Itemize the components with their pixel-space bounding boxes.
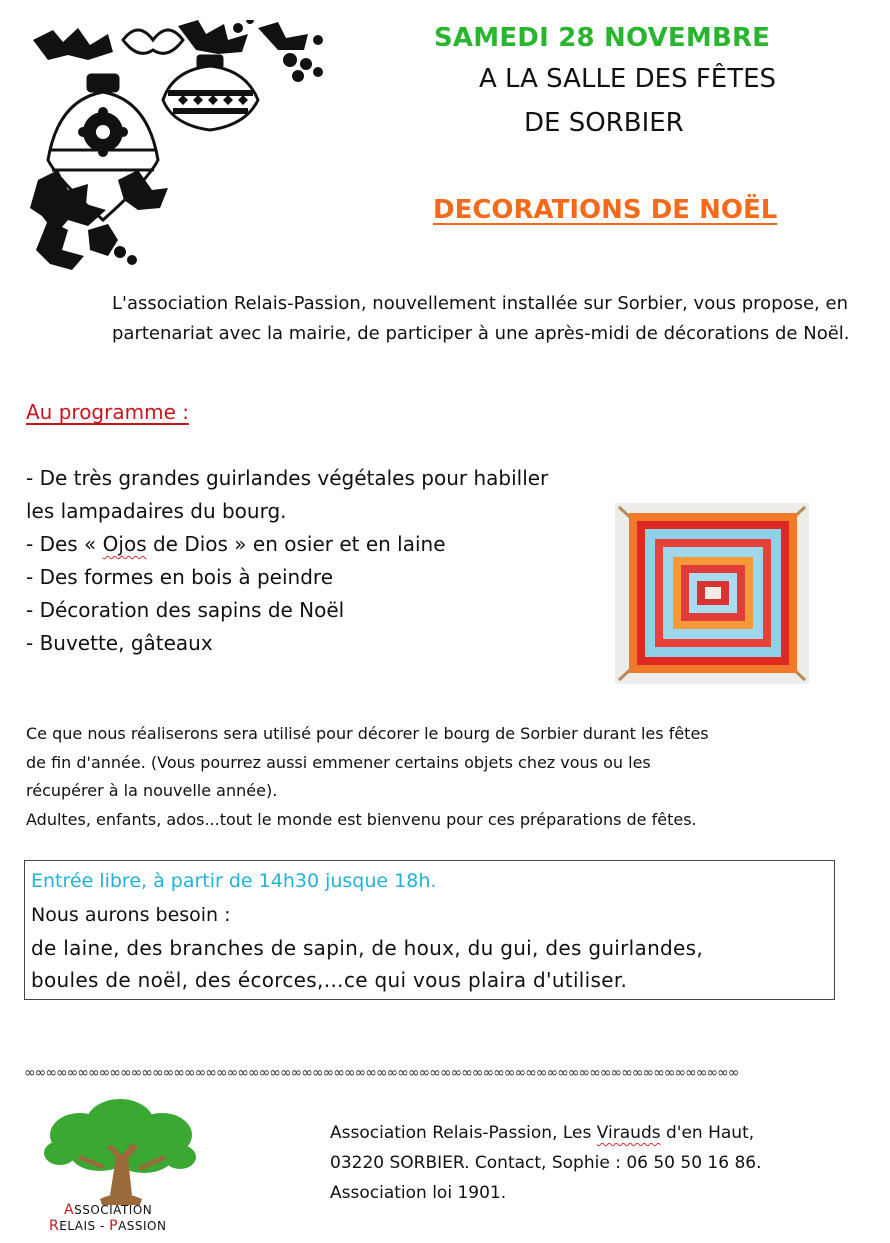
list-item: - Décoration des sapins de Noël xyxy=(26,598,345,622)
intro-paragraph: L'association Relais-Passion, nouvellement installée sur Sorbier, vous propose, en partenariat avec la mairie, de participer à une après-midi de décorations de Noël. xyxy=(112,293,850,344)
logo-text-association: ASSOCIATION xyxy=(64,1202,153,1218)
entry-info: Entrée libre, à partir de 14h30 jusque 18h. xyxy=(31,870,437,892)
needs-heading: Nous aurons besoin : xyxy=(31,904,231,926)
contact-line-1: Association Relais-Passion, Les Virauds d'en Haut, xyxy=(330,1123,755,1143)
contact-block xyxy=(330,1118,762,1208)
event-title: DECORATIONS DE NOËL xyxy=(433,195,778,225)
contact-line-3: Association loi 1901. xyxy=(330,1183,507,1203)
divider: ∞∞∞∞∞∞∞∞∞∞∞∞∞∞∞∞∞∞∞∞∞∞∞∞∞∞∞∞∞∞∞∞∞∞∞∞∞∞∞∞∞∞∞∞∞∞∞∞∞∞∞∞∞∞∞∞∞∞∞∞∞∞∞∞∞∞∞ xyxy=(24,1065,739,1081)
list-item: - Buvette, gâteaux xyxy=(26,631,213,655)
details-paragraph: Ce que nous réaliserons sera utilisé pour décorer le bourg de Sorbier durant les fêtes de fin d'année. (Vous pourrez aussi emmener certains objets chez vous ou les récupérer à la nouvelle année). Adultes, enfants, ados...tout le monde est bienvenu pour ces préparations de fêtes. xyxy=(26,724,709,829)
list-item: - Des formes en bois à peindre xyxy=(26,565,334,589)
venue-line-1: A LA SALLE DES FÊTES xyxy=(479,64,777,94)
list-item: - Des « Ojos de Dios » en osier et en laine xyxy=(26,532,446,556)
contact-line-2: 03220 SORBIER. Contact, Sophie : 06 50 50 16 86. xyxy=(330,1153,762,1173)
logo-text-relais-passion: RELAIS - PASSION xyxy=(49,1218,167,1234)
programme-heading: Au programme : xyxy=(26,400,189,424)
needs-list-line-1: de laine, des branches de sapin, de houx, du gui, des guirlandes, xyxy=(31,936,704,960)
christmas-ornament-corner-icon xyxy=(28,20,328,270)
venue-line-2: DE SORBIER xyxy=(524,108,684,138)
needs-list-line-2: boules de noël, des écorces,…ce qui vous plaira d'utiliser. xyxy=(31,968,628,992)
event-date: SAMEDI 28 NOVEMBRE xyxy=(434,23,771,53)
list-item: - De très grandes guirlandes végétales pour habiller xyxy=(26,466,549,490)
programme-list xyxy=(26,462,548,660)
ojos-de-dios-photo xyxy=(615,503,809,684)
list-item: les lampadaires du bourg. xyxy=(26,499,287,523)
